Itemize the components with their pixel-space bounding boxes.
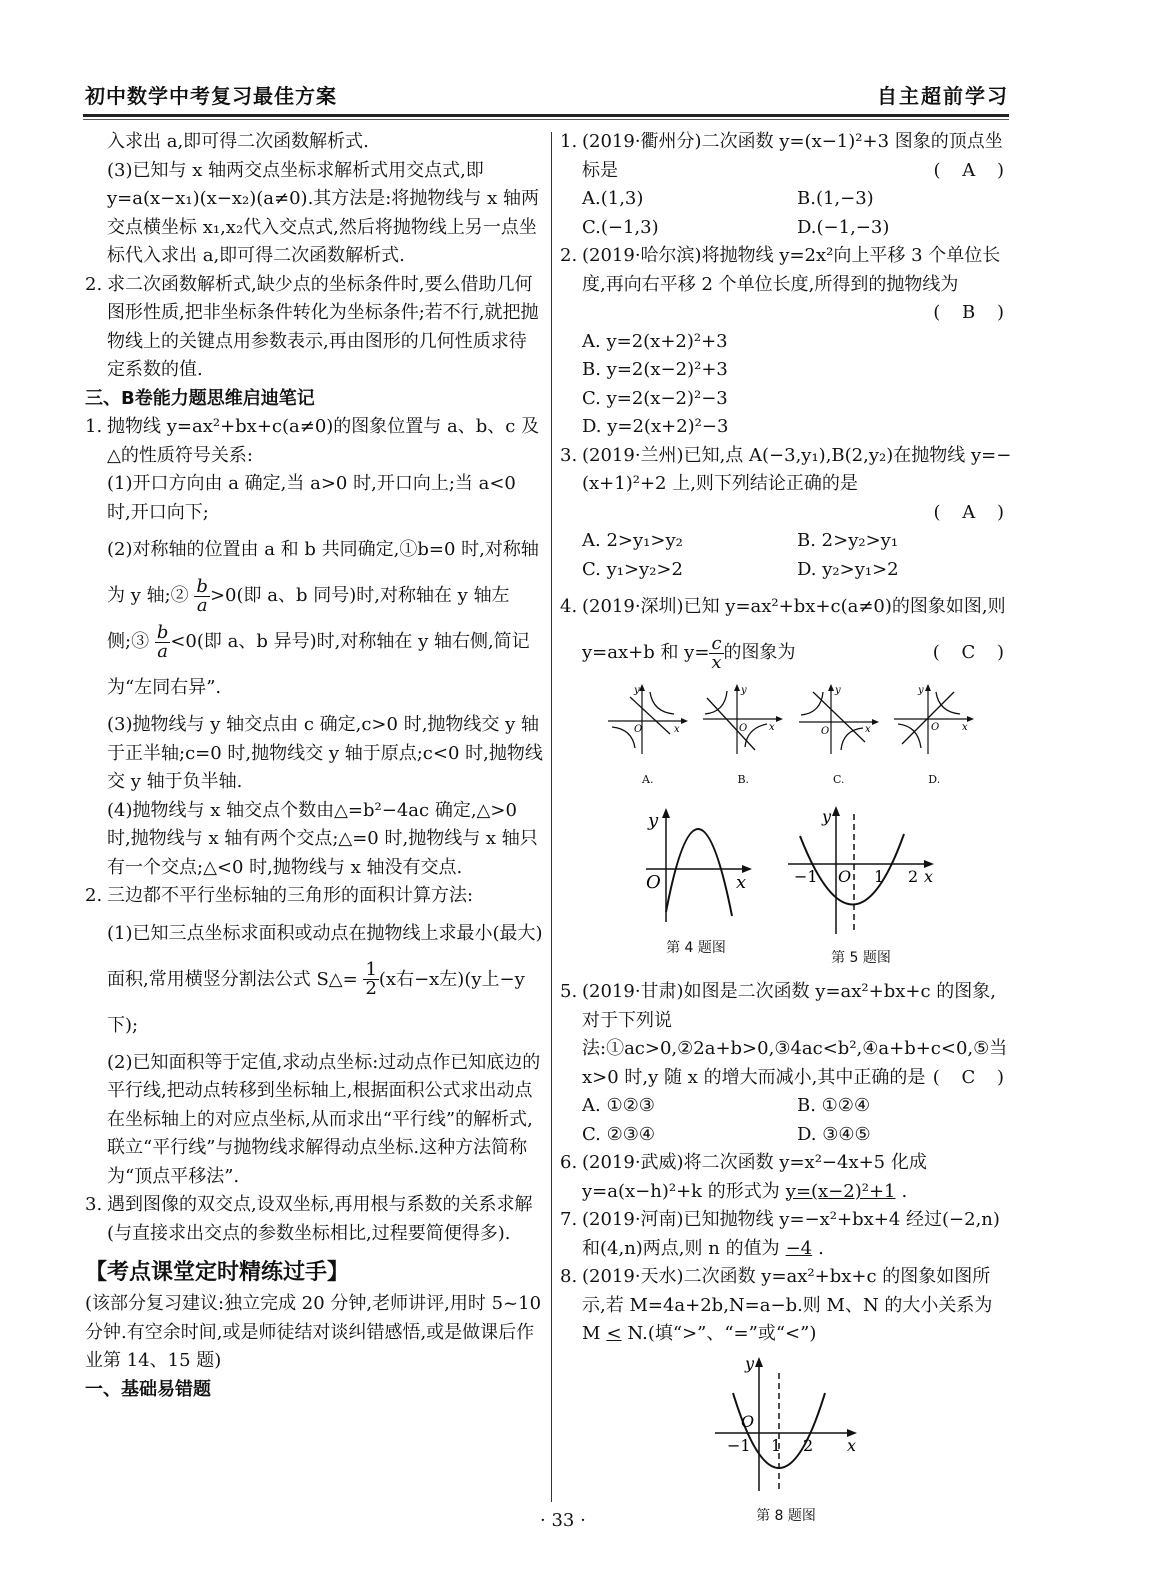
- parabola-graph-icon: [711, 1353, 861, 1493]
- answer: ( C ): [932, 1066, 1012, 1088]
- answer: ( B ): [933, 302, 1012, 323]
- graph-icon: [703, 684, 783, 754]
- option: A. y=2(x+2)²+3: [582, 330, 728, 352]
- svg-text:x: x: [847, 1435, 857, 1455]
- svg-text:−1: −1: [727, 1435, 751, 1455]
- answer-blank: y=(x−2)²+1: [785, 1180, 896, 1202]
- answer-blank: <: [606, 1323, 622, 1344]
- left-column: [85, 128, 543, 1404]
- paragraph: (2)已知面积等于定值,求动点坐标:过动点作已知底边的平行线,把动点转移到坐标轴上,根据面积公式求出动点在坐标轴上的对应点坐标,从而求出“平行线”的解析式,联立“平行线”与抛物线求解得动点坐标.这种方法简称为“顶点平移法”.: [107, 1051, 541, 1187]
- svg-text:x: x: [924, 867, 934, 886]
- svg-text:y: y: [648, 810, 659, 831]
- header-rule: [83, 114, 1009, 117]
- svg-text:2: 2: [908, 867, 919, 886]
- list-item: 2. 三边都不平行坐标轴的三角形的面积计算方法:: [85, 885, 474, 906]
- parabola-graph-icon: [786, 804, 936, 934]
- figure-row: [560, 804, 1012, 972]
- option-figures: [600, 684, 982, 794]
- svg-text:O: O: [741, 1411, 755, 1431]
- practice-title: 【考点课堂定时精练过手】: [85, 1260, 350, 1285]
- options: C. ②③④ D. ③④⑤: [582, 1123, 871, 1145]
- answer: ( A ): [933, 501, 1012, 523]
- svg-text:x: x: [769, 722, 775, 733]
- svg-text:O: O: [633, 724, 642, 735]
- graph-icon: [799, 684, 879, 754]
- option: B. y=2(x−2)²+3: [582, 359, 728, 380]
- list-item: 2. 求二次函数解析式,缺少点的坐标条件时,要么借助几何图形性质,把非坐标条件转化为坐标条件;若不行,就把抛物线上的关键点用参数表示,再由图形的几何性质求待定系数的值.: [85, 273, 539, 380]
- page-header: [83, 80, 1009, 110]
- section-title: 三、B卷能力题思维启迪笔记: [85, 387, 315, 409]
- figure-4: O x y 第 4 题图: [636, 804, 756, 972]
- paragraph: 入求出 a,即可得二次函数解析式.: [107, 131, 369, 152]
- column-divider: [551, 132, 552, 1502]
- section-tag: 自主超前学习: [877, 84, 1009, 108]
- book-title: 初中数学中考复习最佳方案: [85, 84, 337, 108]
- question-7: 7. (2019·河南)已知抛物线 y=−x²+bx+4 经过(−2,n)和(4,n)两点,则 n 的值为 −4 .: [560, 1209, 1000, 1259]
- options: A.(1,3) B.(1,−3): [582, 188, 874, 209]
- figure-5: −1 O 1 2 x y 第 5 题图: [786, 804, 936, 972]
- fraction: $\frac{b}{a}$: [196, 575, 208, 616]
- question-8: 8. (2019·天水)二次函数 y=ax²+bx+c 的图象如图所示,若 M=4a+2b,N=a−b.则 M、N 的大小关系为 M < N.(填“>”、“=”或“<”): [560, 1266, 993, 1344]
- question-2: 2. (2019·哈尔滨)将抛物线 y=2x²向上平移 3 个单位长度,再向右平移 2 个单位长度,所得到的抛物线为 ( B ) A. y=2(x+2)²+3 B. y=2(x−2)²+3 C. y=2(x−2)²−3 D. y=2(x+2)²−3: [560, 242, 1012, 442]
- answer: ( C ): [932, 642, 1012, 663]
- options: A. ①②③ B. ①②④: [582, 1095, 871, 1116]
- graph-icon: [894, 684, 974, 754]
- option: C. y=2(x−2)²−3: [582, 387, 728, 409]
- options: A. 2>y₁>y₂ B. 2>y₂>y₁: [582, 530, 899, 551]
- svg-text:O: O: [739, 723, 748, 734]
- svg-text:x: x: [962, 722, 968, 733]
- options: C. y₁>y₂>2 D. y₂>y₁>2: [582, 558, 899, 580]
- option-figure-a: O x y A.: [608, 684, 688, 794]
- options: C.(−1,3) D.(−1,−3): [582, 216, 890, 238]
- option-figure-c: O x y C.: [799, 684, 879, 794]
- svg-text:2: 2: [803, 1435, 814, 1455]
- svg-text:O: O: [646, 872, 661, 893]
- svg-text:1: 1: [771, 1435, 782, 1455]
- option-figure-b: O x y B.: [703, 684, 783, 794]
- svg-text:y: y: [745, 1353, 755, 1373]
- answer-blank: −4: [785, 1237, 813, 1259]
- paragraph: (4)抛物线与 x 轴交点个数由△=b²−4ac 确定,△>0 时,抛物线与 x 轴有两个交点;△=0 时,抛物线与 x 轴只有一个交点;△<0 时,抛物线与 x 轴没有交点.: [107, 799, 538, 878]
- paragraph: (3)抛物线与 y 轴交点由 c 确定,c>0 时,抛物线交 y 轴于正半轴;c=0 时,抛物线交 y 轴于原点;c<0 时,抛物线交 y 轴于负半轴.: [107, 714, 543, 792]
- paragraph: (1)已知三点坐标求面积或动点在抛物线上求最小(最大)面积,常用横竖分割法公式 S△= $\frac{1}{2}$ (x右−x左)(y上−y下);: [107, 922, 543, 1036]
- fraction: $\frac{b}{a}$: [156, 621, 169, 662]
- svg-text:−1: −1: [794, 867, 818, 886]
- svg-text:1: 1: [874, 867, 885, 886]
- page-number: · 33 ·: [540, 1510, 586, 1531]
- fraction: $\frac{c}{x}$: [711, 632, 722, 673]
- fraction: $\frac{1}{2}$: [365, 959, 377, 999]
- question-4: 4. (2019·深圳)已知 y=ax²+bx+c(a≠0)的图象如图,则 y=ax+b 和 y= $\frac{c}{x}$ 的图象为 ( C ) O x y A. O x y B. O x y C. O x y D. O x y 第 4 题图 −1 O 1 2 x y 第 5 题图: [560, 584, 1012, 972]
- svg-text:y: y: [834, 685, 841, 696]
- list-item: 1. 抛物线 y=ax²+bx+c(a≠0)的图象位置与 a、b、c 及△的性质符号关系:: [85, 416, 540, 466]
- question-3: 3. (2019·兰州)已知,点 A(−3,y₁),B(2,y₂)在抛物线 y=−(x+1)²+2 上,则下列结论正确的是 ( A ) A. 2>y₁>y₂ B. 2>y₂>y₁ C. y₁>y₂>2 D. y₂>y₁>2: [560, 442, 1012, 585]
- svg-text:y: y: [918, 685, 924, 696]
- svg-text:O: O: [838, 867, 852, 886]
- question-5: 5. (2019·甘肃)如图是二次函数 y=ax²+bx+c 的图象,对于下列说法:①ac>0,②2a+b>0,③4ac<b²,④a+b+c<0,⑤当 x>0 时,y 随 x 的增大而减小,其中正确的是 ( C ) A. ①②③ B. ①②④ C. ②③④ D. ③④⑤: [560, 978, 1012, 1149]
- list-item: 3. 遇到图像的双交点,设双坐标,再用根与系数的关系求解(与直接求出交点的参数坐标相比,过程要简便得多).: [85, 1194, 533, 1244]
- svg-text:x: x: [864, 724, 871, 735]
- question-1: 1. (2019·衢州分)二次函数 y=(x−1)²+3 图象的顶点坐标是 ( A ) A.(1,3) B.(1,−3) C.(−1,3) D.(−1,−3): [560, 128, 1012, 242]
- header-rule-thin: [83, 119, 1009, 120]
- answer: ( A ): [933, 159, 1012, 181]
- graph-icon: [608, 684, 688, 754]
- question-6: 6. (2019·武威)将二次函数 y=x²−4x+5 化成 y=a(x−h)²+k 的形式为 y=(x−2)²+1 .: [560, 1152, 927, 1202]
- svg-text:x: x: [736, 872, 747, 893]
- paragraph: (2)对称轴的位置由 a 和 b 共同确定,①b=0 时,对称轴为 y 轴;② $\frac{b}{a}$ >0(即 a、b 同号)时,对称轴在 y 轴左侧;③ $\frac{b}{a}$ <0(即 a、b 异号)时,对称轴在 y 轴右侧,简记为“左同右异”.: [107, 539, 539, 698]
- practice-note: (该部分复习建议:独立完成 20 分钟,老师讲评,用时 5~10 分钟.有空余时间,或是师徒结对谈纠错感悟,或是做课后作业第 14、15 题): [85, 1293, 542, 1371]
- option-figure-d: O x y D.: [894, 684, 974, 794]
- svg-text:x: x: [673, 724, 680, 735]
- paragraph: (1)开口方向由 a 确定,当 a>0 时,开口向上;当 a<0 时,开口向下;: [107, 473, 516, 523]
- svg-text:O: O: [931, 722, 940, 733]
- subsection-title: 一、基础易错题: [85, 1378, 211, 1400]
- paragraph: (3)已知与 x 轴两交点坐标求解析式用交点式,即 y=a(x−x₁)(x−x₂)(a≠0).其方法是:将抛物线与 x 轴两交点横坐标 x₁,x₂代入交点式,然后将抛物线上另一点坐标代入求出 a,即可得二次函数解析式.: [107, 159, 539, 266]
- svg-text:y: y: [741, 685, 747, 696]
- right-column: [560, 128, 1012, 1531]
- svg-text:O: O: [820, 726, 829, 737]
- parabola-graph-icon: [636, 804, 756, 924]
- svg-text:y: y: [822, 807, 832, 826]
- option: D. y=2(x+2)²−3: [582, 416, 729, 437]
- svg-text:y: y: [633, 685, 640, 696]
- figure-8: −1 O 1 2 x y 第 8 题图: [560, 1353, 1012, 1531]
